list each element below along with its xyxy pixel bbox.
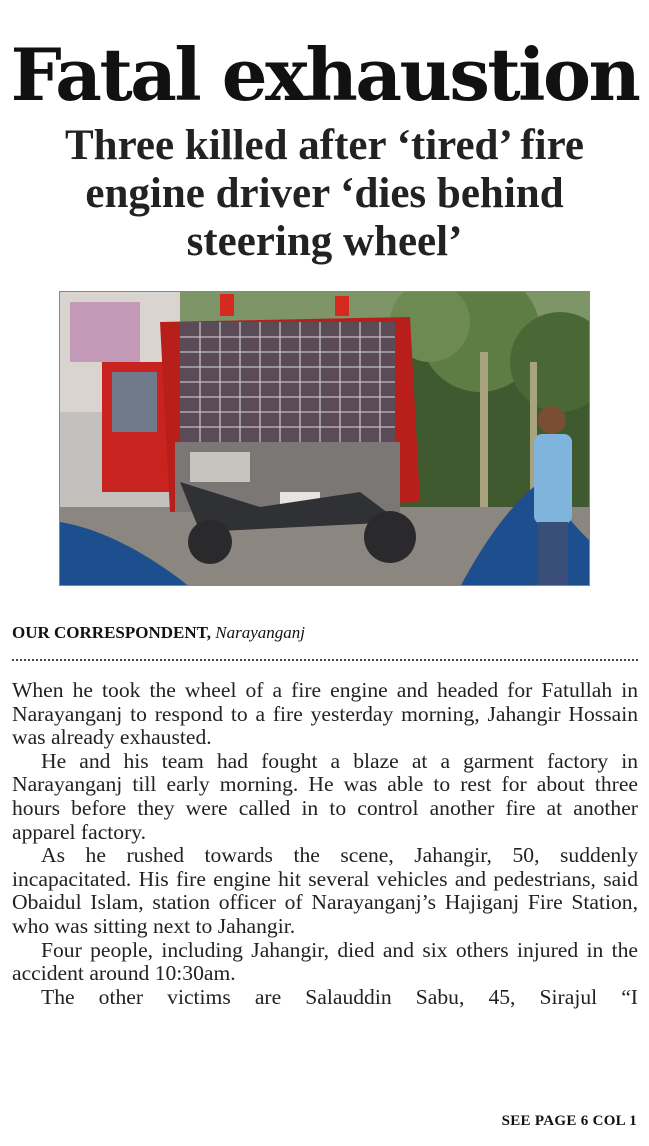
subheadline: Three killed after ‘tired’ fire engine driver ‘dies behind steering wheel’ — [64, 122, 585, 265]
news-photo-fire-engine-wreck — [59, 291, 590, 586]
article-paragraph: He and his team had fought a blaze at a garment factory in Narayanganj till early morning. He was able to rest for about three hours before they were called in to control another fire at another apparel factory. — [12, 748, 638, 844]
headline: Fatal exhaustion — [10, 32, 639, 117]
article-paragraph: When he took the wheel of a fire engine and headed for Fatullah in Narayanganj to respond to a fire yesterday morning, Jahangir Hossain was already exhausted. — [12, 678, 638, 750]
byline — [12, 623, 305, 643]
article-body — [12, 679, 638, 1009]
byline-author: OUR CORRESPONDENT, — [12, 623, 211, 642]
article-paragraph: Four people, including Jahangir, died and six others injured in the accident around 10:30am. — [12, 937, 638, 986]
dotted-divider — [12, 659, 638, 661]
continued-on-page: SEE PAGE 6 COL 1 — [501, 1113, 637, 1129]
byline-location: Narayanganj — [215, 623, 305, 642]
article-paragraph: The other victims are Salauddin Sabu, 45, Sirajul “I — [41, 984, 638, 1009]
article-paragraph: As he rushed towards the scene, Jahangir, 50, suddenly incapacitated. His fire engine hit several vehicles and pedestrians, said Obaidul Islam, station officer of Narayanganj’s Hajiganj Fire Station, who was sitting next to Jahangir. — [12, 843, 638, 938]
